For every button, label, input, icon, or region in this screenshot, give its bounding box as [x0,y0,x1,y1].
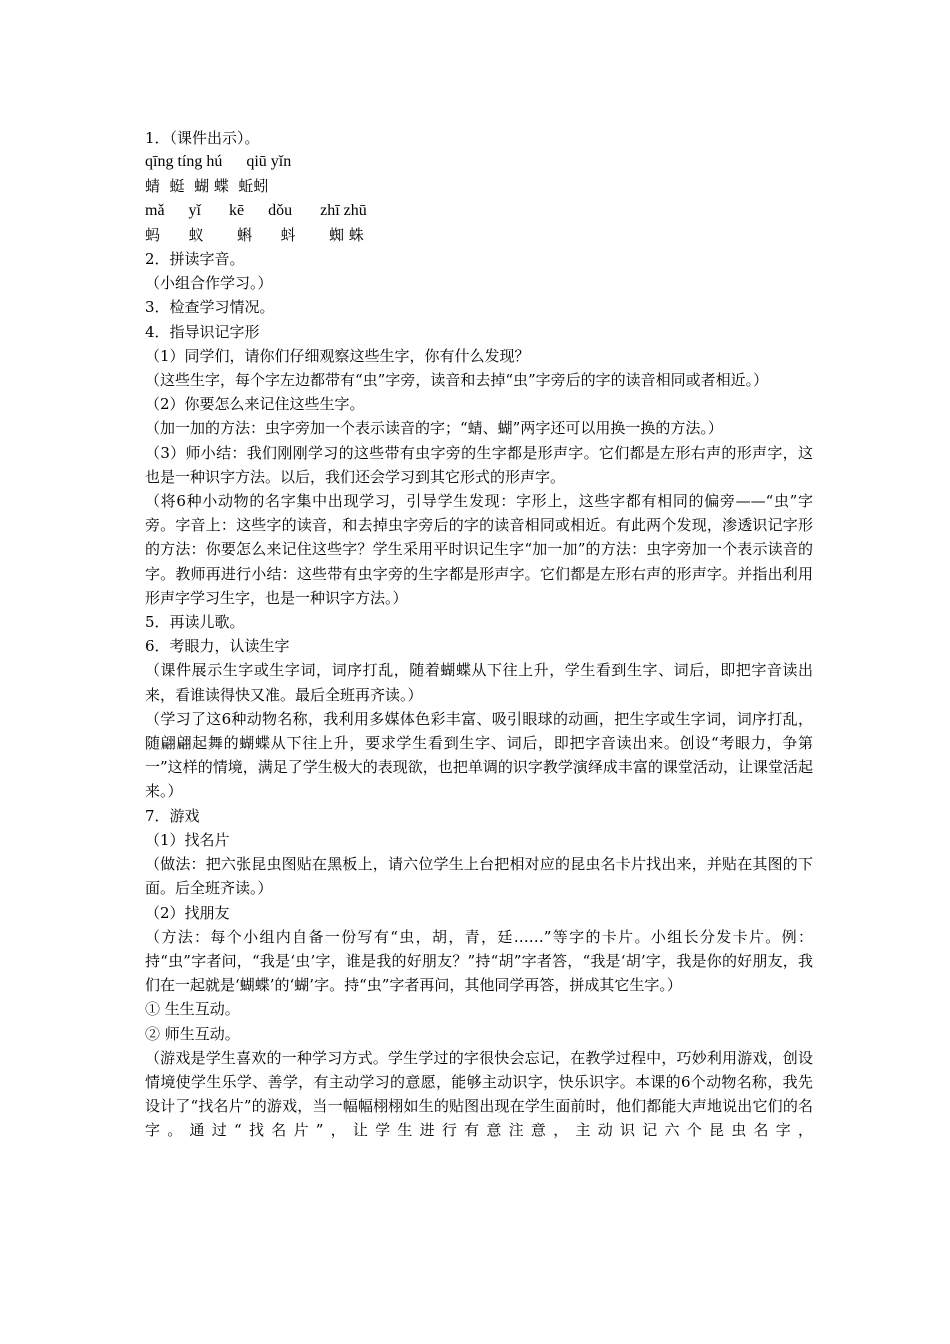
paragraph-question-1: （1）同学们，请你们仔细观察这些生字，你有什么发现？ [145,346,530,365]
subheading-find-friend: （2）找朋友 [145,903,230,922]
paragraph-answer-2: （加一加的方法：虫字旁加一个表示读音的字；“蜻、蝴”两字还可以用换一换的方法。） [145,419,723,438]
heading-step-3: 3．检查学习情况。 [145,298,275,317]
list-item-teacher-interaction: ② 师生互动。 [145,1024,240,1043]
heading-step-1: 1．（课件出示）。 [145,129,260,147]
heading-step-5: 5．再读儿歌。 [145,613,245,632]
list-item-student-interaction: ① 生生互动。 [145,1000,240,1019]
heading-step-4: 4．指导识记字形 [145,322,260,341]
character-line-1: 蜻 蜓 蝴 蝶 蚯蚓 [145,177,269,196]
pinyin-line-1: qīng tíng hú qiū yǐn [145,153,292,171]
subheading-find-card: （1）找名片 [145,830,230,849]
paragraph-commentary-1: （将6种小动物的名字集中出现学习，引导学生发现：字形上，这些字都有相同的偏旁——“虫”字旁。字音上：这些字的读音，和去掉虫字旁后的字的读音相同或相近。有此两个发现，渗透识记字形的方法：你要怎么来记住这些字？学生采用平时识记生字“加一加”的方法：虫字旁加一个表示读音的字。教师再进行小结：这些带有虫字旁的生字都是形声字。它们都是左形右声的形声字。并指出利用形声字学习生字，也是一种识字方法。） [145,492,813,607]
document-body [145,126,813,1143]
paragraph-answer-1: （这些生字，每个字左边都带有“虫”字旁，读音和去掉“虫”字旁后的字的读音相同或者相近。） [145,371,769,390]
paragraph-find-card-method: （做法：把六张昆虫图贴在黑板上，请六位学生上台把相对应的昆虫名卡片找出来，并贴在其图的下面。后全班齐读。） [145,855,813,898]
paragraph-courseware: （课件展示生字或生字词，词序打乱，随着蝴蝶从下往上升，学生看到生字、词后，即把字音读出来，看谁读得快又准。最后全班再齐读。） [145,661,813,704]
paragraph-group-study: （小组合作学习。） [145,274,273,293]
heading-step-2: 2．拼读字音。 [145,250,245,269]
heading-step-7: 7．游戏 [145,806,200,825]
paragraph-commentary-3: （游戏是学生喜欢的一种学习方式。学生学过的字很快会忘记，在教学过程中，巧妙利用游戏，创设情境使学生乐学、善学，有主动学习的意愿，能够主动识字，快乐识字。本课的6个动物名称，我先设计了“找名片”的游戏，当一幅幅栩栩如生的贴图出现在学生面前时，他们都能大声地说出它们的名字。通过“找名片”，让学生进行有意注意，主动识记六个昆虫名字， [145,1048,813,1140]
pinyin-line-2: mǎ yǐ kē dǒu zhī zhū [145,201,367,219]
character-line-2: 蚂 蚁 蝌 蚪 蜘 蛛 [145,225,364,244]
paragraph-question-2: （2）你要怎么来记住这些生字。 [145,395,365,414]
paragraph-summary-3: （3）师小结：我们刚刚学习的这些带有虫字旁的生字都是形声字。它们都是左形右声的形声字，这也是一种识字方法。以后，我们还会学习到其它形式的形声字。 [145,443,813,486]
paragraph-commentary-2: （学习了这6种动物名称，我利用多媒体色彩丰富、吸引眼球的动画，把生字或生字词，词序打乱，随翩翩起舞的蝴蝶从下往上升，要求学生看到生字、词后，即把字音读出来。创设“考眼力，争第一”这样的情境，满足了学生极大的表现欲，也把单调的识字教学演绎成丰富的课堂活动，让课堂活起来。） [145,709,813,801]
heading-step-6: 6．考眼力，认读生字 [145,637,290,656]
paragraph-find-friend-method: （方法：每个小组内自备一份写有“虫，胡，青，廷……”等字的卡片。小组长分发卡片。例：持“虫”字者问，“我是‘虫’字，谁是我的好朋友？”持“胡”字者答，“我是‘胡’字，我是你的好朋友，我们在一起就是‘蝴蝶’的‘蝴’字。持“虫”字者再问，其他同学再答，拼成其它生字。） [145,927,813,995]
